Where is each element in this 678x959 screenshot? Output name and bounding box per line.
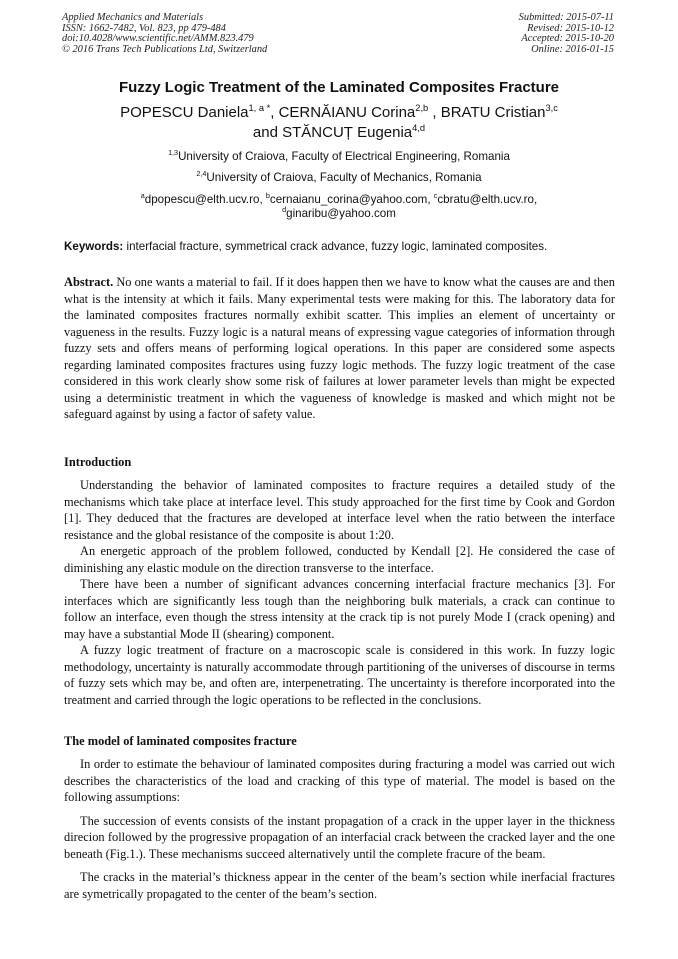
affiliation-2 xyxy=(40,171,638,185)
introduction-heading: Introduction xyxy=(64,455,132,469)
author-emails xyxy=(40,193,638,220)
affiliation-1-marker: 1,3 xyxy=(168,148,179,158)
author-4-marker: 4,d xyxy=(412,123,426,133)
journal-doi: doi:10.4028/www.scientific.net/AMM.823.479 xyxy=(62,33,254,45)
affiliation-1-text: University of Craiova, Faculty of Electrical Engineering, Romania xyxy=(178,150,510,163)
email-c-marker: c xyxy=(433,191,438,201)
paper-title: Fuzzy Logic Treatment of the Laminated Composites Fracture xyxy=(118,79,560,96)
date-accepted: Accepted: 2015-10-20 xyxy=(521,33,614,45)
author-4: and STĂNCUȚ Eugenia xyxy=(252,124,413,141)
model-section xyxy=(64,756,615,902)
journal-info xyxy=(62,13,267,55)
paragraph: The succession of events consists of the instant propagation of a crack in the upper layer in the thickness direcion followed by the progressive propagation of an interfacial crack between the cracked layer and the one beneath (Fig.1.). These mechanisms succeed alternatively until the complete fracure of the beam. xyxy=(64,813,615,861)
keywords xyxy=(64,240,624,253)
journal-name: Applied Mechanics and Materials xyxy=(62,12,204,23)
paragraph: Understanding the behavior of laminated composites to fracture requires a detailed study of the mechanisms which take place at interface level. This study approached for the first time by Cook and Gordon [1]. They deduced that the fractures are developed at interface level when the ratio between the interface resistance and the global resistance of the composite is about 1:20. xyxy=(64,478,615,542)
date-submitted: Submitted: 2015-07-11 xyxy=(518,12,614,23)
paragraph: A fuzzy logic treatment of fracture on a macroscopic scale is considered in this work. In fuzzy logic methodology, uncertainty is naturally accommodate through partitioning of the universes of discourse in terms of fuzzy sets which may be, and often are, interpenetrating. The uncertainty is therefore incorporated into the treatment and carried through the logic operations to be reflected in the conclusions. xyxy=(64,643,615,707)
submission-dates xyxy=(519,13,614,55)
abstract xyxy=(64,274,615,423)
journal-issn: ISSN: 1662-7482, Vol. 823, pp 479-484 xyxy=(62,22,226,34)
author-1: POPESCU Daniela xyxy=(120,104,249,121)
email-d-marker: d xyxy=(282,204,287,214)
email-b-marker: b xyxy=(265,191,270,201)
author-2: , CERNĂIANU Corina xyxy=(270,104,416,121)
journal-copyright: © 2016 Trans Tech Publications Ltd, Switzerland xyxy=(62,43,268,55)
abstract-text: No one wants a material to fail. If it does happen then we have to know what the causes are and then what is the intensity at which it fails. Many experimental tests were making for this. The laboratory data for the laminated composites fractures normally exhibit scatter. This implies an element of uncertainty or vagueness in the results. Fuzzy logic is a natural means of expressing vague categories of information through fuzzy sets and offers means of performing logical operations. In this paper are considered some aspects regarding laminated composites fractures using fuzzy logic methods. The fuzzy logic treatment of the case considered in this work clearly show some risk of failures at lower parameter levels than might be expected using a deterministic treatment in which the vagueness of knowledge is masked and which might not be safeguard against by using a factor of safety value. xyxy=(64,275,615,421)
date-revised: Revised: 2015-10-12 xyxy=(527,22,614,34)
abstract-label: Abstract. xyxy=(64,275,114,289)
paragraph: There have been a number of significant advances concerning interfacial fracture mechanics [3]. For interfaces which are significantly less tough than the neighboring bulk materials, a crack can continue to follow an interface, even though the stress intensity at the crack tip is not purely Mode I (crack opening) and may have a substantial Mode II (shearing) component. xyxy=(64,577,615,641)
model-heading: The model of laminated composites fracture xyxy=(64,734,297,748)
introduction-section xyxy=(64,477,615,708)
author-1-marker: 1, a * xyxy=(248,103,271,113)
author-3: , BRATU Cristian xyxy=(428,104,546,121)
email-d[interactable]: ginaribu@yahoo.com xyxy=(286,206,396,220)
affiliation-2-marker: 2,4 xyxy=(196,169,207,179)
paragraph: The cracks in the material’s thickness appear in the center of the beam’s section while inerfacial fractures are symetrically propagated to the center of the beam’s section. xyxy=(64,870,615,901)
author-list xyxy=(40,103,638,143)
email-a[interactable]: dpopescu@elth.ucv.ro, xyxy=(144,193,266,206)
affiliation-1 xyxy=(40,150,638,164)
email-a-marker: a xyxy=(140,191,145,201)
affiliation-2-text: University of Craiova, Faculty of Mechanics, Romania xyxy=(206,171,482,184)
email-b[interactable]: cernaianu_corina@yahoo.com, xyxy=(269,193,434,206)
author-2-marker: 2,b xyxy=(415,103,429,113)
paragraph: An energetic approach of the problem followed, conducted by Kendall [2]. He considered the case of diminishing any elastic module on the direction transverse to the interface. xyxy=(64,544,615,575)
author-3-marker: 3,c xyxy=(545,103,558,113)
paragraph: In order to estimate the behaviour of laminated composites during fracturing a model was carried out wich describes the characteristics of the load and cracking of this type of material. The model is based on the following assumptions: xyxy=(64,757,615,804)
keywords-text: interfacial fracture, symmetrical crack advance, fuzzy logic, laminated composites. xyxy=(123,240,548,253)
keywords-label: Keywords: xyxy=(64,240,124,253)
date-online: Online: 2016-01-15 xyxy=(531,43,614,55)
email-c[interactable]: cbratu@elth.ucv.ro, xyxy=(437,193,538,206)
